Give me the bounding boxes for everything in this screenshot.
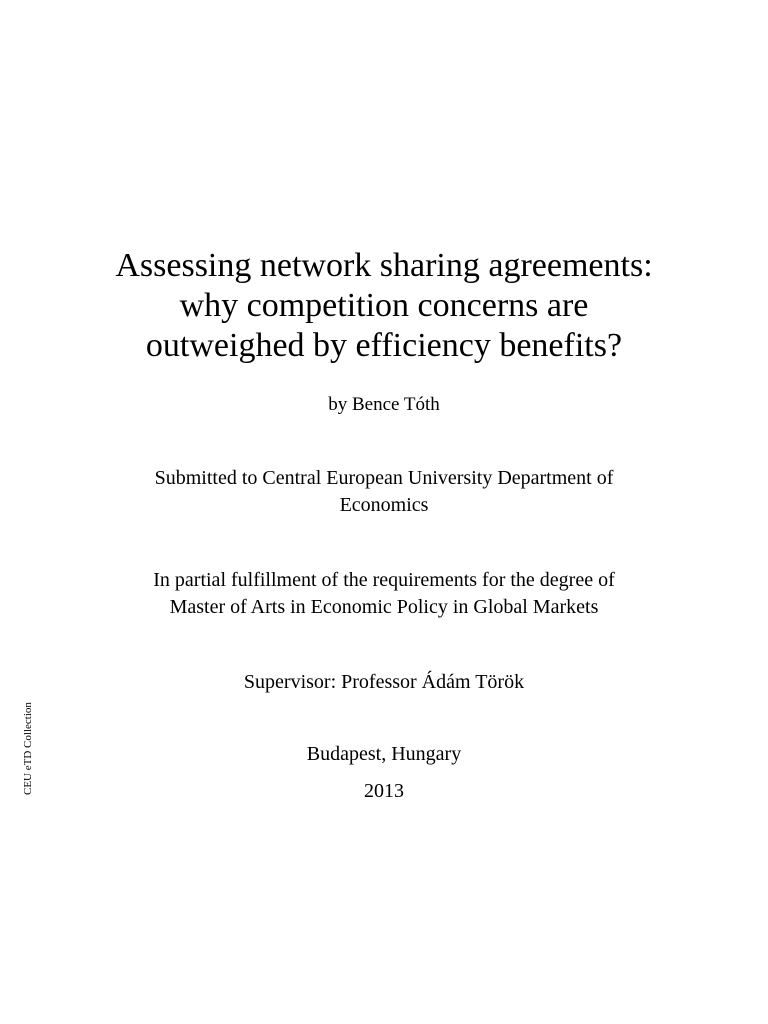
year-line: 2013	[364, 780, 404, 802]
submission-line-2: Economics	[339, 494, 429, 516]
degree-line-2: Master of Arts in Economic Policy in Global Markets	[169, 596, 599, 618]
degree-line-1: In partial fulfillment of the requirements for the degree of	[153, 569, 615, 591]
submission-line-1: Submitted to Central European University Department of	[154, 467, 614, 489]
title-line-1: Assessing network sharing agreements:	[115, 247, 653, 284]
degree-statement	[0, 567, 768, 621]
author-line: by Bence Tóth	[328, 394, 440, 415]
place-line: Budapest, Hungary	[306, 743, 462, 765]
submission-statement	[0, 465, 768, 519]
collection-watermark: CEU eTD Collection	[22, 702, 34, 795]
thesis-title	[0, 246, 768, 366]
title-line-2: why competition concerns are	[179, 287, 589, 324]
supervisor-line: Supervisor: Professor Ádám Török	[243, 671, 525, 693]
title-line-3: outweighed by efficiency benefits?	[145, 327, 623, 364]
